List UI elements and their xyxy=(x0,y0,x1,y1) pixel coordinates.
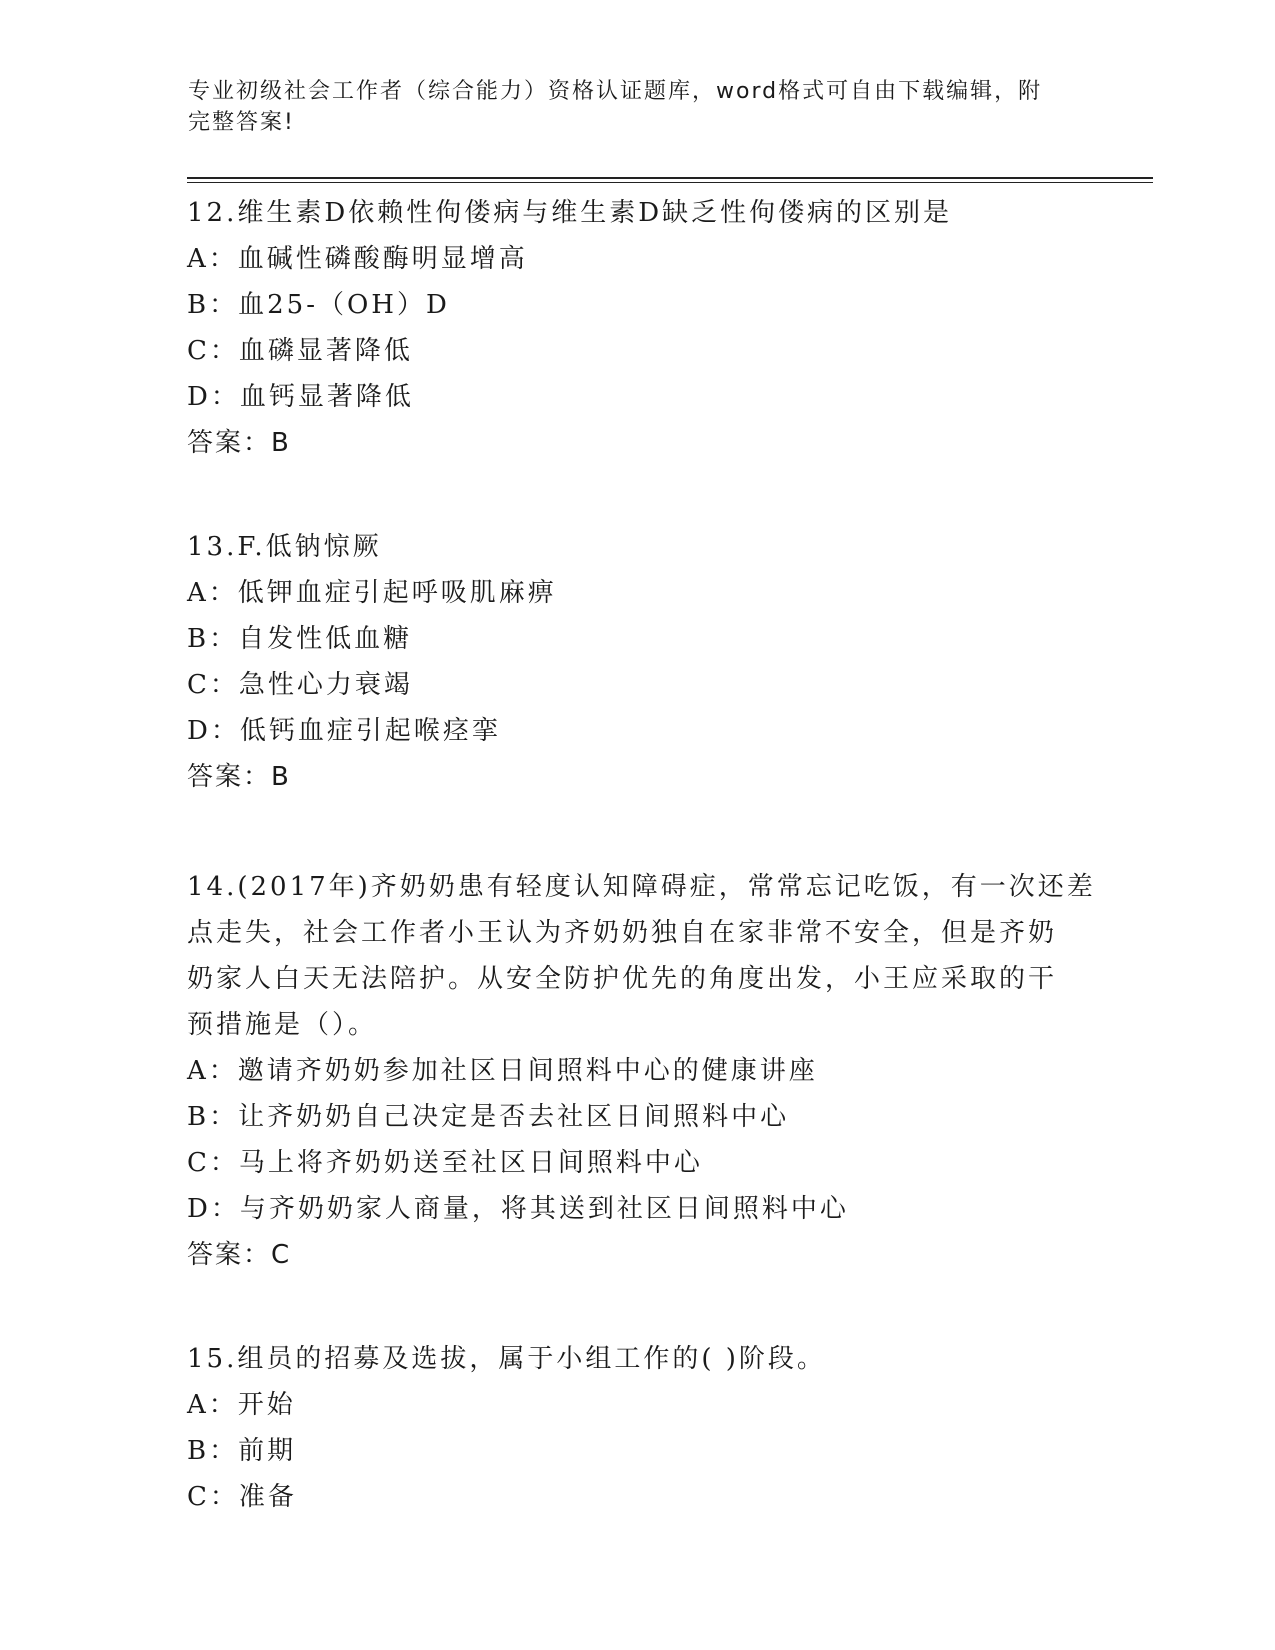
option-b: B：前期 xyxy=(187,1436,297,1466)
question-stem-line-4: 预措施是（）。 xyxy=(187,1010,378,1040)
question-13 xyxy=(187,524,1087,800)
option-d: D：低钙血症引起喉痉挛 xyxy=(187,716,501,746)
question-stem-line-1: 14.(2017年)齐奶奶患有轻度认知障碍症，常常忘记吃饭，有一次还差 xyxy=(187,872,1096,902)
option-a: A：邀请齐奶奶参加社区日间照料中心的健康讲座 xyxy=(187,1056,818,1086)
answer: 答案：C xyxy=(187,1240,292,1270)
header-line-1: 专业初级社会工作者（综合能力）资格认证题库，word格式可自由下载编辑，附 xyxy=(188,79,1043,104)
header-divider xyxy=(187,177,1153,179)
option-b: B：血25-（OH）D xyxy=(187,290,450,320)
option-c: C：准备 xyxy=(187,1482,297,1512)
question-stem-line-3: 奶家人白天无法陪护。从安全防护优先的角度出发，小王应采取的干 xyxy=(187,964,1058,994)
question-12 xyxy=(187,190,1087,466)
question-list xyxy=(187,190,1096,1520)
question-stem: 13.F.低钠惊厥 xyxy=(187,532,382,562)
header-divider-thin xyxy=(187,182,1153,183)
option-d: D：血钙显著降低 xyxy=(187,382,414,412)
answer: 答案：B xyxy=(187,762,291,792)
option-a: A：开始 xyxy=(187,1390,296,1420)
option-d: D：与齐奶奶家人商量，将其送到社区日间照料中心 xyxy=(187,1194,849,1224)
option-b: B：自发性低血糖 xyxy=(187,624,413,654)
option-b: B：让齐奶奶自己决定是否去社区日间照料中心 xyxy=(187,1102,790,1132)
option-a: A：血碱性磷酸酶明显增高 xyxy=(187,244,528,274)
option-a: A：低钾血症引起呼吸肌麻痹 xyxy=(187,578,557,608)
answer: 答案：B xyxy=(187,428,291,458)
header-line-2: 完整答案! xyxy=(188,110,295,135)
document-header xyxy=(188,76,1068,138)
question-stem-line-2: 点走失，社会工作者小王认为齐奶奶独自在家非常不安全，但是齐奶 xyxy=(187,918,1058,948)
question-14 xyxy=(187,864,1096,1278)
question-stem: 15.组员的招募及选拔，属于小组工作的( )阶段。 xyxy=(187,1344,826,1374)
option-c: C：马上将齐奶奶送至社区日间照料中心 xyxy=(187,1148,703,1178)
question-15 xyxy=(187,1336,1087,1520)
option-c: C：急性心力衰竭 xyxy=(187,670,413,700)
question-stem: 12.维生素D依赖性佝偻病与维生素D缺乏性佝偻病的区别是 xyxy=(187,198,953,228)
option-c: C：血磷显著降低 xyxy=(187,336,413,366)
